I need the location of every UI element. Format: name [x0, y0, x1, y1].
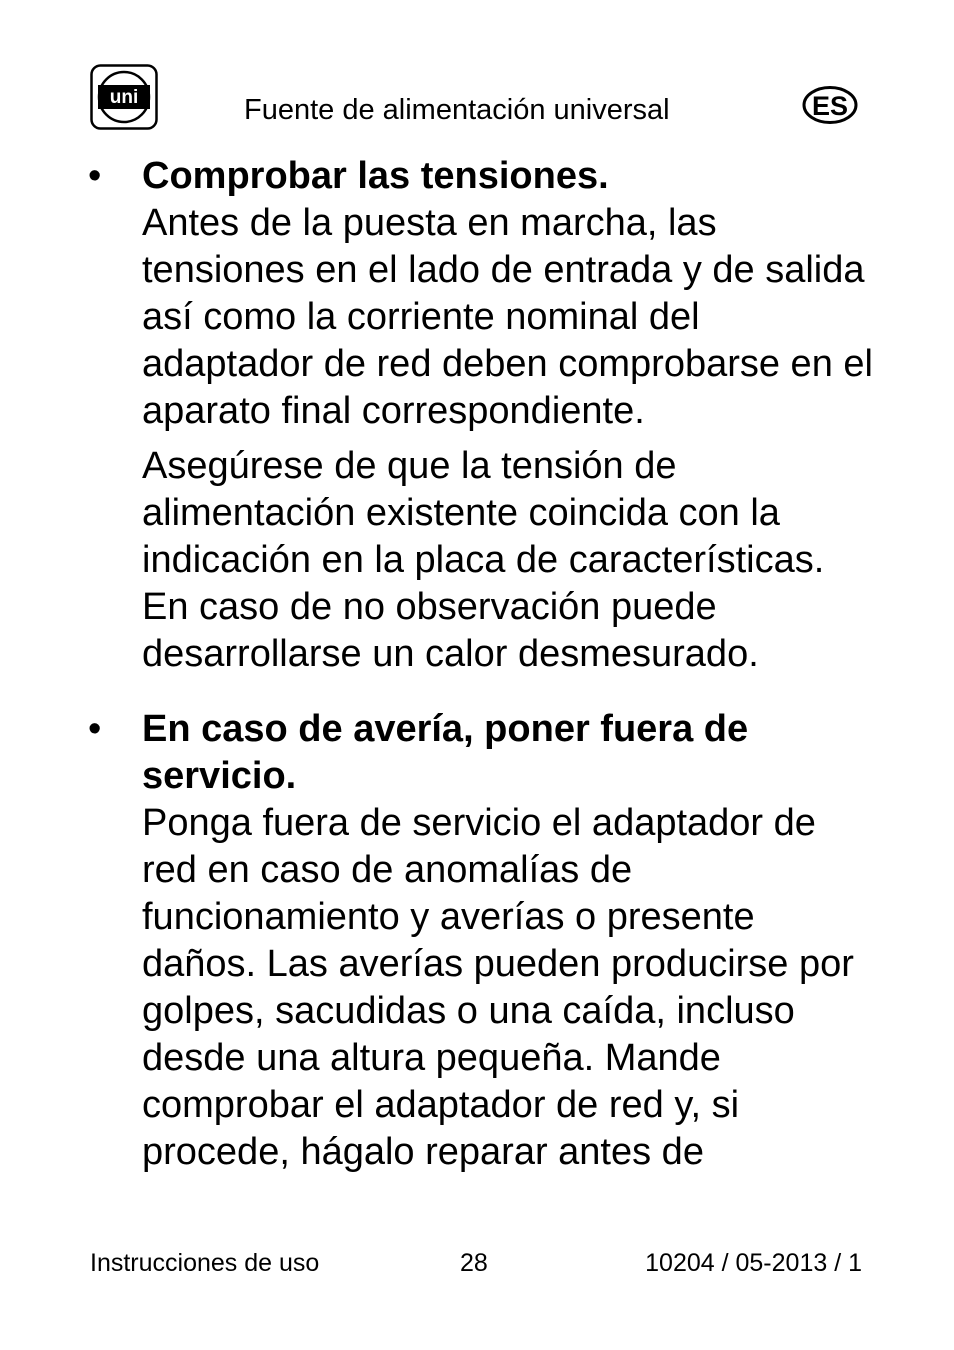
document-reference: 10204 / 05-2013 / 1: [645, 1249, 862, 1277]
item-heading: En caso de avería, poner fuera de servicio.: [142, 708, 749, 797]
svg-text:uni: uni: [109, 87, 139, 108]
instructions-body: [88, 153, 878, 1176]
language-badge: [802, 85, 858, 125]
document-title: Fuente de alimentación universal: [244, 94, 670, 126]
item-paragraph: Ponga fuera de servicio el adaptador de red en caso de anomalías de funcionamiento y averías o presente daños. Las averías pueden producirse por golpes, sacudidas o una caída, incluso desde una altura pequeña. Mande comprobar el adaptador de red y, si procede, hágalo reparar antes de: [142, 802, 854, 1173]
bullet-item-fault-shutdown: [88, 706, 878, 1176]
item-paragraph: Asegúrese de que la tensión de alimentación existente coincida con la indicación en la placa de características. En caso de no observación puede desarrollarse un calor desmesurado.: [142, 445, 825, 675]
item-heading: Comprobar las tensiones.: [142, 155, 609, 197]
item-paragraph: Antes de la puesta en marcha, las tensiones en el lado de entrada y de salida así como la corriente nominal del adaptador de red deben comprobarse en el aparato final correspondiente.: [142, 202, 873, 432]
bullet-mark: •: [88, 155, 102, 197]
uni-logo: [90, 64, 158, 130]
page-number: 28: [460, 1249, 488, 1277]
footer-manual-label: Instrucciones de uso: [90, 1249, 320, 1277]
svg-text:ES: ES: [811, 91, 849, 121]
bullet-item-check-voltages: [88, 153, 878, 678]
bullet-mark: •: [88, 708, 102, 750]
